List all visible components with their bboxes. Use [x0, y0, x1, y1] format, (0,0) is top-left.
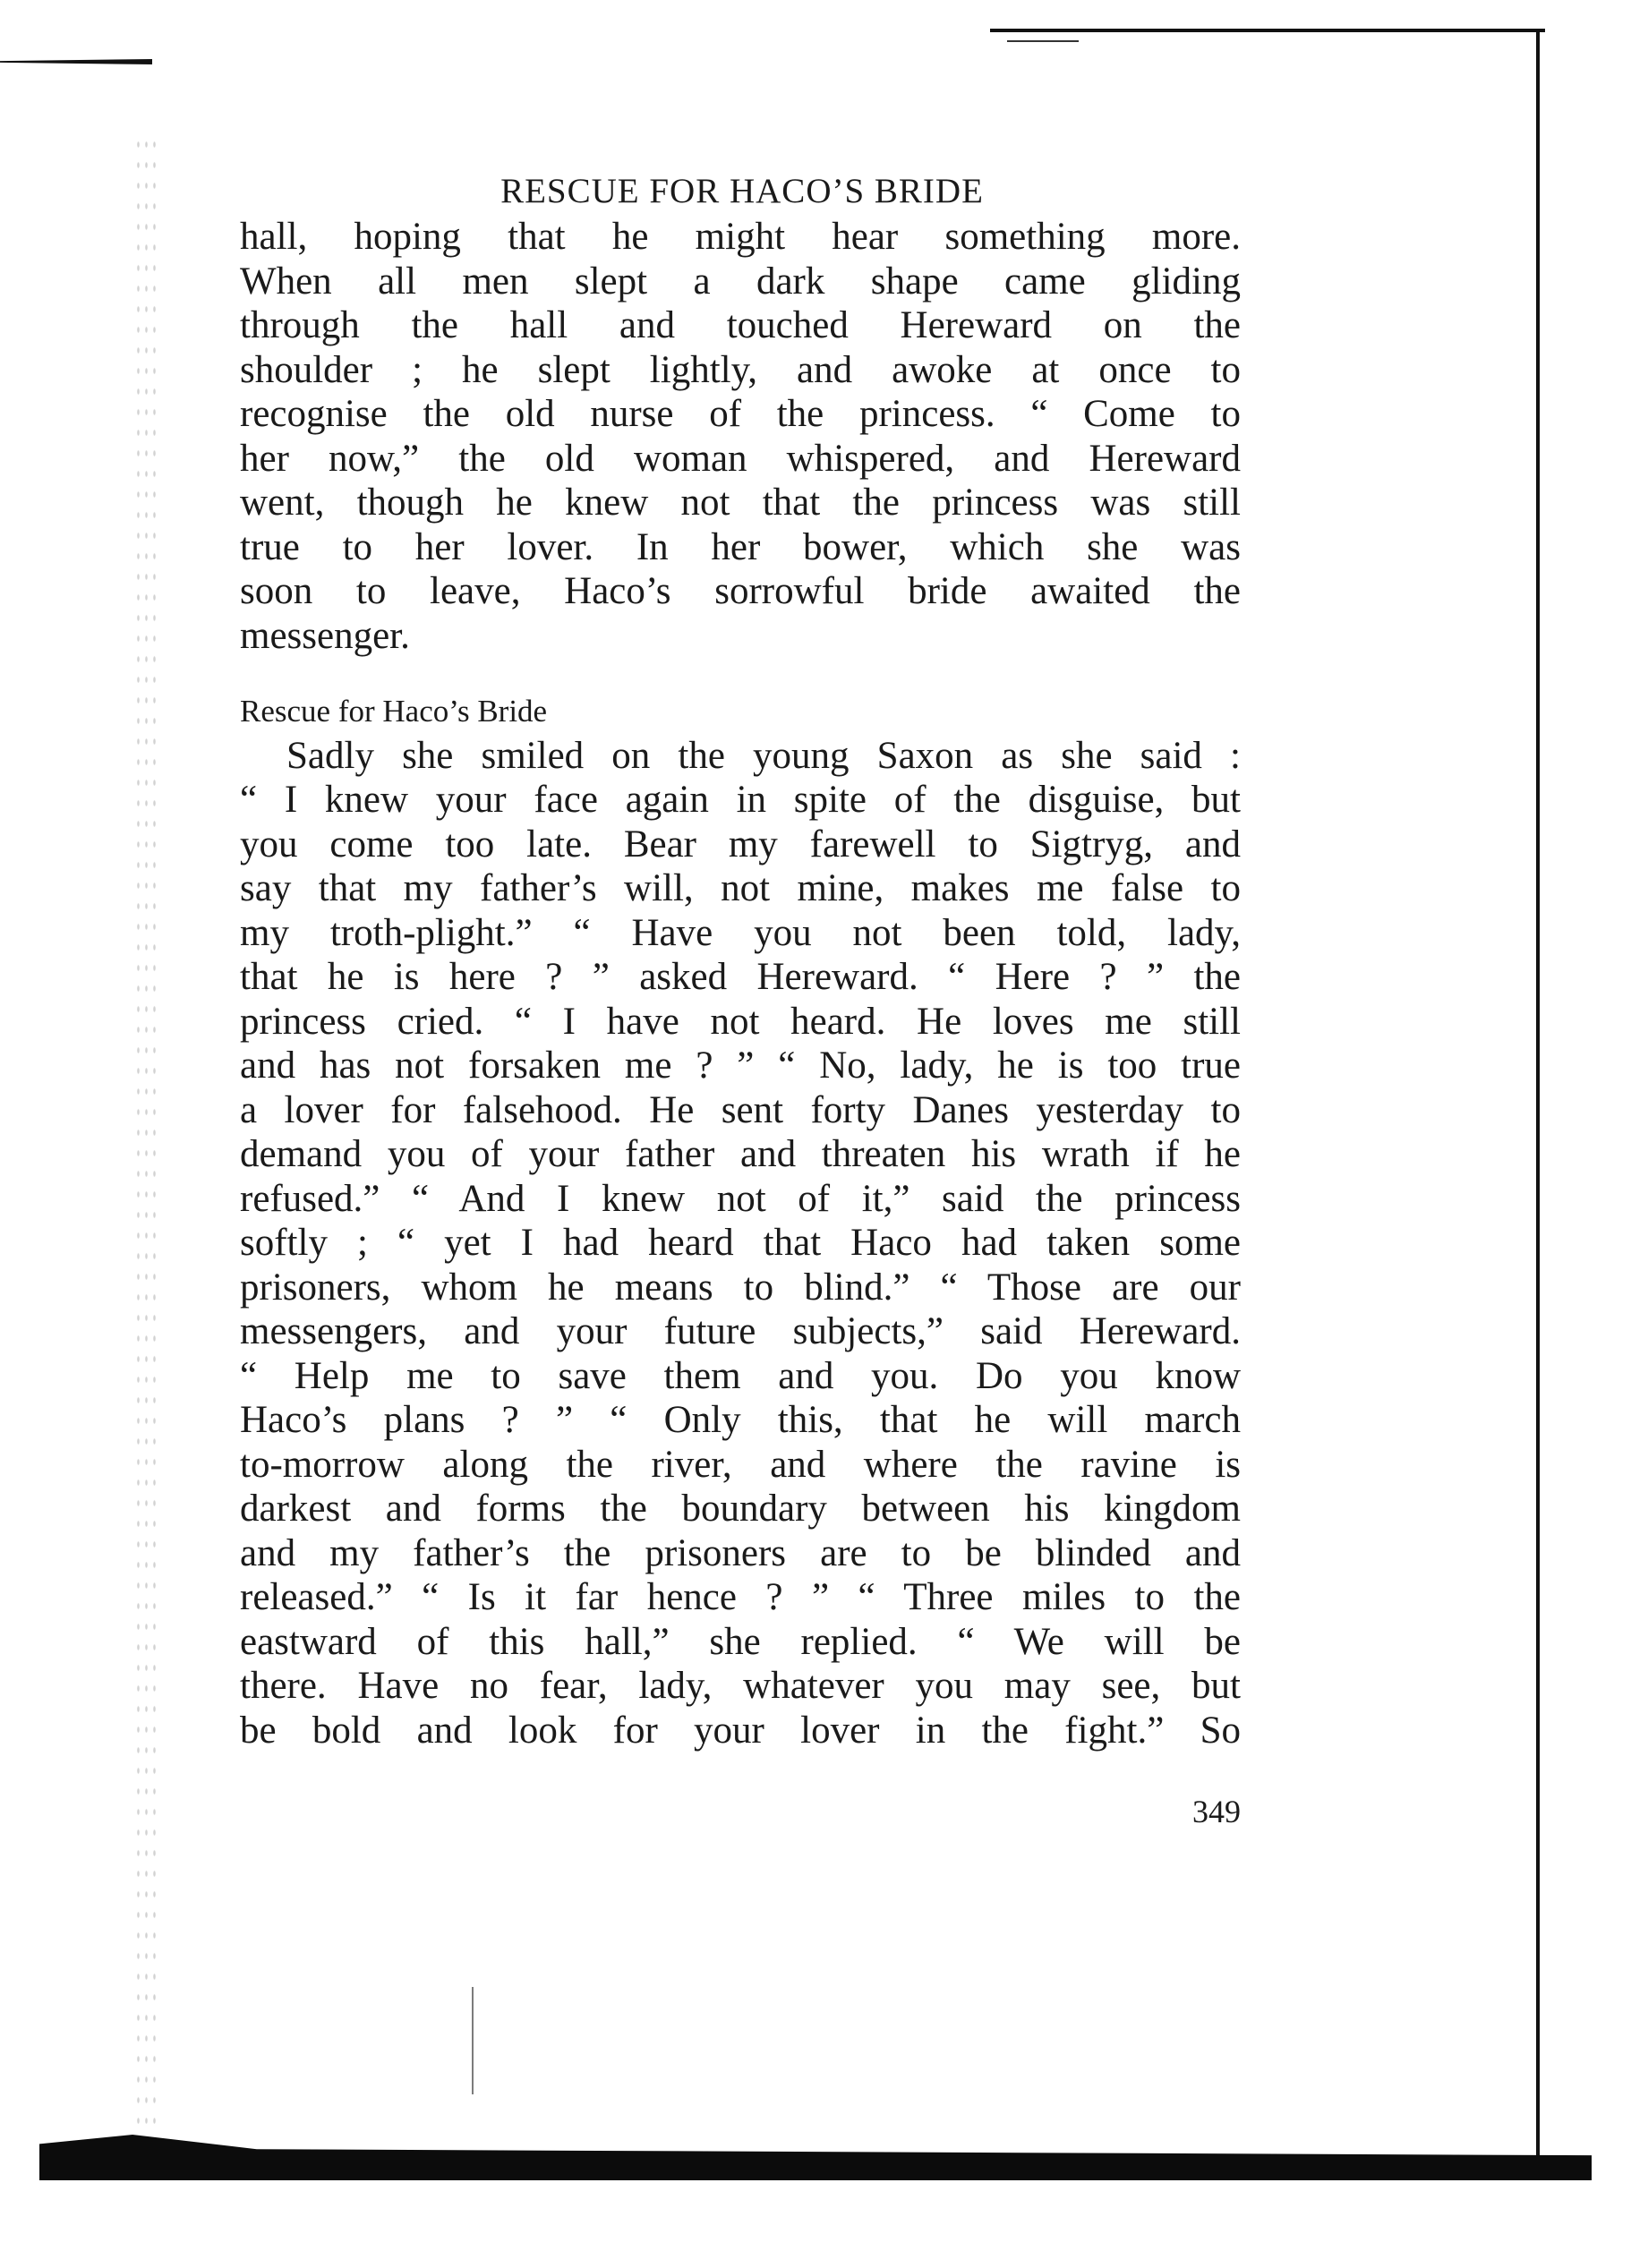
- scan-top-mark: [1007, 40, 1079, 42]
- text-line: a lover for falsehood. He sent forty Danes yesterday to: [240, 1088, 1241, 1131]
- text-line: be bold and look for your lover in the fight.” So: [240, 1709, 1241, 1752]
- section-heading: Rescue for Haco’s Bride: [240, 694, 548, 729]
- scan-right-border: [1536, 30, 1540, 2170]
- text-line: “ I knew your face again in spite of the disguise, but: [240, 779, 1241, 821]
- text-line: messenger.: [240, 614, 410, 657]
- text-line: my troth-plight.” “ Have you not been told, lady,: [240, 911, 1241, 954]
- text-line: you come too late. Bear my farewell to Sigtryg, and: [240, 823, 1241, 865]
- text-line: darkest and forms the boundary between his kingdom: [240, 1488, 1241, 1530]
- text-line: Haco’s plans ? ” “ Only this, that he will march: [240, 1399, 1241, 1441]
- scan-left-mark: [0, 59, 152, 64]
- text-line: there. Have no fear, lady, whatever you may see, but: [240, 1665, 1241, 1707]
- text-line: demand you of your father and threaten his wrath if he: [240, 1133, 1241, 1175]
- text-line: and my father’s the prisoners are to be blinded and: [240, 1531, 1241, 1574]
- text-line: to-morrow along the river, and where the ravine is: [240, 1443, 1241, 1486]
- text-line: soon to leave, Haco’s sorrowful bride awaited the: [240, 570, 1241, 612]
- paragraph-two: [240, 734, 1241, 1753]
- text-line: shoulder ; he slept lightly, and awoke at once to: [240, 348, 1241, 391]
- text-line: her now,” the old woman whispered, and Hereward: [240, 437, 1241, 480]
- text-line: true to her lover. In her bower, which she was: [240, 525, 1241, 568]
- text-line: say that my father’s will, not mine, makes me false to: [240, 867, 1241, 909]
- scan-gutter-noise: [134, 134, 161, 2130]
- text-line: through the hall and touched Hereward on the: [240, 304, 1241, 346]
- text-line: recognise the old nurse of the princess. “ Come to: [240, 393, 1241, 435]
- text-line: “ Help me to save them and you. Do you know: [240, 1354, 1241, 1397]
- text-line: released.” “ Is it far hence ? ” “ Three miles to the: [240, 1576, 1241, 1618]
- text-line: went, though he knew not that the princess was still: [240, 482, 1241, 524]
- text-line: messengers, and your future subjects,” said Hereward.: [240, 1310, 1241, 1352]
- text-line: When all men slept a dark shape came gliding: [240, 260, 1241, 303]
- text-line: hall, hoping that he might hear something more.: [240, 216, 1241, 258]
- text-line: and has not forsaken me ? ” “ No, lady, he is too true: [240, 1044, 1241, 1087]
- text-line: princess cried. “ I have not heard. He loves me still: [240, 1000, 1241, 1043]
- text-line: prisoners, whom he means to blind.” “ Those are our: [240, 1266, 1241, 1309]
- scan-top-border: [990, 29, 1545, 32]
- text-line: softly ; “ yet I had heard that Haco had taken some: [240, 1222, 1241, 1264]
- text-line: refused.” “ And I knew not of it,” said the princess: [240, 1177, 1241, 1220]
- text-line: eastward of this hall,” she replied. “ We will be: [240, 1620, 1241, 1663]
- text-block: [240, 170, 1241, 1752]
- paragraph-one: [240, 215, 1241, 658]
- page-number: 349: [1192, 1794, 1241, 1829]
- text-line: Sadly she smiled on the young Saxon as she said :: [286, 734, 1241, 777]
- running-head: RESCUE FOR HACO’S BRIDE: [500, 172, 984, 210]
- scan-crease: [472, 1987, 474, 2094]
- text-line: that he is here ? ” asked Hereward. “ Here ? ” the: [240, 956, 1241, 998]
- scan-bottom-shadow: [39, 2128, 1592, 2180]
